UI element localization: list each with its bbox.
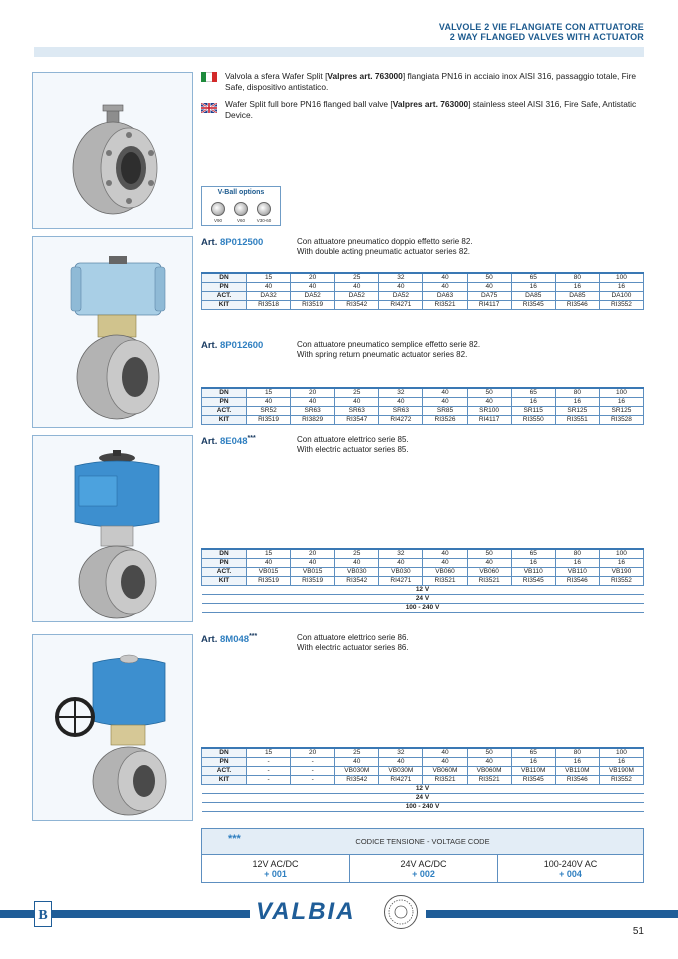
- table-cell: RI3526: [423, 416, 467, 425]
- table-cell: RI3550: [511, 416, 555, 425]
- row-label: ACT.: [202, 292, 247, 301]
- table-cell: 40: [379, 758, 423, 767]
- table-row: [202, 292, 644, 301]
- table-cell: 40: [335, 283, 379, 292]
- table-cell: RI3528: [599, 416, 643, 425]
- bessani-logo-icon: [34, 901, 52, 927]
- voltage-label: 12 V: [202, 785, 644, 794]
- row-label: PN: [202, 283, 247, 292]
- table-cell: RI3542: [335, 577, 379, 586]
- table-cell: 16: [511, 758, 555, 767]
- table-row: [202, 568, 644, 577]
- v-ball-label: V90: [213, 218, 222, 223]
- table-cell: 65: [511, 273, 555, 283]
- table-cell: RI3521: [423, 577, 467, 586]
- table-header-row: [202, 388, 644, 398]
- table-cell: RI3518: [247, 301, 291, 310]
- v60-ball-icon: [234, 202, 248, 216]
- v90-ball-icon: [211, 202, 225, 216]
- table-cell: RI3519: [291, 301, 335, 310]
- table-row: [202, 416, 644, 425]
- voltage-row: [202, 595, 644, 604]
- table-cell: 15: [247, 388, 291, 398]
- table-cell: SR115: [511, 407, 555, 416]
- table-cell: VB015: [291, 568, 335, 577]
- table-cell: 40: [335, 758, 379, 767]
- svg-text:B: B: [38, 908, 48, 923]
- header-title-en: 2 WAY FLANGED VALVES WITH ACTUATOR: [449, 32, 644, 42]
- table-cell: RI3546: [555, 577, 599, 586]
- table-cell: DA52: [335, 292, 379, 301]
- table-header-row: [202, 748, 644, 758]
- table-cell: RI4272: [379, 416, 423, 425]
- table-cell: 40: [379, 283, 423, 292]
- table-cell: RI3551: [555, 416, 599, 425]
- row-label: DN: [202, 549, 247, 559]
- electric-actuator-85-photo: [32, 435, 193, 622]
- intro-english: Wafer Split full bore PN16 flanged ball valve [Valpres art. 763000] stainless steel AISI 316, Fire Safe, Antistatic Device.: [225, 99, 637, 120]
- table-cell: DA32: [247, 292, 291, 301]
- table-cell: 40: [467, 398, 511, 407]
- article-description: Con attuatore pneumatico semplice effetto serie 82. With spring return pneumatic actuator series 82.: [297, 340, 481, 359]
- table-cell: RI3521: [467, 776, 511, 785]
- voltage-code-title: CODICE TENSIONE - VOLTAGE CODE: [355, 837, 490, 846]
- voltage-row: [202, 803, 644, 812]
- table-cell: -: [291, 758, 335, 767]
- table-header-row: [202, 273, 644, 283]
- table-cell: RI3542: [335, 776, 379, 785]
- table-cell: 100: [599, 273, 643, 283]
- article-code: Art. 8E048***: [201, 435, 256, 448]
- row-label: KIT: [202, 577, 247, 586]
- table-cell: VB110: [555, 568, 599, 577]
- table-cell: RI4271: [379, 776, 423, 785]
- article-description: Con attuatore elettrico serie 85. With electric actuator series 85.: [297, 435, 409, 454]
- row-label: KIT: [202, 776, 247, 785]
- table-cell: 40: [423, 559, 467, 568]
- table-cell: RI3519: [247, 416, 291, 425]
- table-cell: 16: [599, 283, 643, 292]
- voltage-code-table: [201, 828, 644, 883]
- uk-flag-icon: [201, 100, 217, 118]
- table-cell: 100: [599, 748, 643, 758]
- table-cell: SR63: [379, 407, 423, 416]
- header-band: [34, 47, 644, 57]
- page-number: 51: [632, 926, 644, 937]
- table-cell: 16: [555, 758, 599, 767]
- table-cell: -: [247, 758, 291, 767]
- table-cell: RI3545: [511, 577, 555, 586]
- table-cell: VB060M: [423, 767, 467, 776]
- row-label: DN: [202, 388, 247, 398]
- footer-bar-right: [426, 910, 678, 918]
- table-cell: 15: [247, 273, 291, 283]
- table-cell: SR125: [555, 407, 599, 416]
- table-cell: 32: [379, 748, 423, 758]
- table-cell: 40: [423, 758, 467, 767]
- article-code: Art. 8M048***: [201, 633, 258, 646]
- table-cell: DA52: [291, 292, 335, 301]
- table-cell: RI3542: [335, 301, 379, 310]
- table-cell: RI3521: [467, 577, 511, 586]
- table-row: [202, 767, 644, 776]
- spec-table: [201, 387, 644, 425]
- table-cell: VB060: [423, 568, 467, 577]
- table-cell: VB060: [467, 568, 511, 577]
- table-cell: DA63: [423, 292, 467, 301]
- article-code: Art. 8P012500: [201, 237, 264, 248]
- table-cell: 40: [423, 549, 467, 559]
- table-row: [202, 758, 644, 767]
- table-cell: RI3545: [511, 301, 555, 310]
- row-label: PN: [202, 758, 247, 767]
- table-cell: 15: [247, 748, 291, 758]
- spec-table: [201, 272, 644, 310]
- article-code: Art. 8P012600: [201, 340, 264, 351]
- voltage-row: [202, 604, 644, 613]
- italian-flag-icon: [201, 72, 217, 82]
- table-cell: DA75: [467, 292, 511, 301]
- article-description: Con attuatore elettrico serie 86. With electric actuator series 86.: [297, 633, 409, 652]
- v-ball-options: [201, 186, 281, 226]
- table-cell: -: [291, 767, 335, 776]
- voltage-label: 100 - 240 V: [202, 803, 644, 812]
- table-row: [202, 776, 644, 785]
- table-cell: RI4271: [379, 577, 423, 586]
- table-cell: DA85: [511, 292, 555, 301]
- table-cell: 40: [467, 559, 511, 568]
- v-ball-label: V30-60: [256, 218, 272, 223]
- voltage-code-stars: ***: [228, 833, 241, 845]
- table-cell: 16: [511, 398, 555, 407]
- table-cell: VB015: [247, 568, 291, 577]
- table-cell: RI3547: [335, 416, 379, 425]
- table-cell: 16: [555, 398, 599, 407]
- voltage-row: [202, 586, 644, 595]
- table-cell: -: [247, 767, 291, 776]
- table-cell: VB190: [599, 568, 643, 577]
- table-cell: 40: [247, 559, 291, 568]
- row-label: ACT.: [202, 407, 247, 416]
- voltage-row: [202, 794, 644, 803]
- table-cell: RI3521: [423, 301, 467, 310]
- table-cell: -: [247, 776, 291, 785]
- table-cell: 65: [511, 748, 555, 758]
- table-cell: RI3521: [423, 776, 467, 785]
- table-cell: 50: [467, 273, 511, 283]
- table-cell: RI3519: [247, 577, 291, 586]
- table-cell: 25: [335, 549, 379, 559]
- table-cell: VB030: [335, 568, 379, 577]
- voltage-label: 100 - 240 V: [202, 604, 644, 613]
- table-cell: VB060M: [467, 767, 511, 776]
- voltage-code-item: [350, 854, 498, 883]
- spec-table: [201, 747, 644, 812]
- table-cell: 16: [511, 559, 555, 568]
- table-cell: 25: [335, 748, 379, 758]
- table-cell: 50: [467, 748, 511, 758]
- electric-actuator-86-photo: [32, 634, 193, 821]
- table-cell: VB110M: [555, 767, 599, 776]
- voltage-code-value: + 004: [559, 869, 582, 879]
- table-cell: 20: [291, 549, 335, 559]
- row-label: PN: [202, 398, 247, 407]
- v-ball-label: V60: [236, 218, 245, 223]
- table-cell: RI3552: [599, 301, 643, 310]
- table-cell: RI4117: [467, 416, 511, 425]
- table-cell: SR63: [335, 407, 379, 416]
- table-row: [202, 407, 644, 416]
- row-label: ACT.: [202, 568, 247, 577]
- voltage-label: 12 V: [202, 586, 644, 595]
- voltage-label: 24 V: [202, 595, 644, 604]
- table-cell: SR85: [423, 407, 467, 416]
- table-cell: 40: [423, 273, 467, 283]
- table-cell: 16: [599, 398, 643, 407]
- pneumatic-double-acting-photo: [32, 236, 193, 428]
- voltage-row: [202, 785, 644, 794]
- voltage-code-header: [202, 829, 643, 855]
- table-cell: 40: [379, 559, 423, 568]
- voltage-value: 100-240V AC: [543, 859, 598, 869]
- voltage-value: 12V AC/DC: [252, 859, 299, 869]
- table-cell: 80: [555, 549, 599, 559]
- table-cell: RI3552: [599, 776, 643, 785]
- table-cell: 40: [379, 398, 423, 407]
- table-cell: 16: [511, 283, 555, 292]
- voltage-code-item: [202, 854, 350, 883]
- row-label: ACT.: [202, 767, 247, 776]
- table-cell: RI3546: [555, 301, 599, 310]
- table-cell: DA100: [599, 292, 643, 301]
- table-cell: 65: [511, 549, 555, 559]
- table-cell: 40: [335, 559, 379, 568]
- table-cell: DA85: [555, 292, 599, 301]
- table-cell: RI3545: [511, 776, 555, 785]
- valbia-logo: VALBIA: [256, 898, 356, 925]
- table-cell: 20: [291, 748, 335, 758]
- table-row: [202, 283, 644, 292]
- row-label: DN: [202, 273, 247, 283]
- table-cell: VB190M: [599, 767, 643, 776]
- header-title-it: VALVOLE 2 VIE FLANGIATE CON ATTUATORE: [438, 22, 644, 32]
- table-header-row: [202, 549, 644, 559]
- table-row: [202, 577, 644, 586]
- table-cell: 40: [423, 748, 467, 758]
- valve-photo: [32, 72, 193, 229]
- table-row: [202, 398, 644, 407]
- table-cell: RI4117: [467, 301, 511, 310]
- table-cell: 15: [247, 549, 291, 559]
- table-cell: 40: [423, 398, 467, 407]
- table-cell: 40: [291, 559, 335, 568]
- table-cell: 32: [379, 549, 423, 559]
- table-cell: RI3546: [555, 776, 599, 785]
- table-cell: 40: [247, 398, 291, 407]
- row-label: KIT: [202, 416, 247, 425]
- voltage-value: 24V AC/DC: [400, 859, 447, 869]
- v-ball-title: V-Ball options: [217, 189, 265, 196]
- table-cell: 100: [599, 549, 643, 559]
- article-description: Con attuatore pneumatico doppio effetto serie 82. With double acting pneumatic actuator series 82.: [297, 237, 473, 256]
- table-cell: 100: [599, 388, 643, 398]
- table-cell: 25: [335, 388, 379, 398]
- table-cell: 16: [555, 559, 599, 568]
- table-cell: 32: [379, 273, 423, 283]
- intro-italian: Valvola a sfera Wafer Split [Valpres art. 763000] flangiata PN16 in acciaio inox AISI 316, passaggio totale, Fire Safe, dispositivo antistatico.: [225, 71, 637, 92]
- table-cell: 40: [467, 283, 511, 292]
- table-cell: RI3829: [291, 416, 335, 425]
- table-cell: 40: [291, 283, 335, 292]
- voltage-label: 24 V: [202, 794, 644, 803]
- table-cell: SR52: [247, 407, 291, 416]
- table-cell: 40: [291, 398, 335, 407]
- spec-table: [201, 548, 644, 613]
- table-cell: RI3552: [599, 577, 643, 586]
- table-cell: 50: [467, 388, 511, 398]
- certification-seal-icon: [384, 895, 418, 929]
- table-cell: 80: [555, 388, 599, 398]
- table-cell: VB110M: [511, 767, 555, 776]
- table-cell: VB110: [511, 568, 555, 577]
- table-cell: 16: [599, 559, 643, 568]
- table-cell: 40: [467, 758, 511, 767]
- table-cell: 25: [335, 273, 379, 283]
- table-cell: 16: [555, 283, 599, 292]
- table-cell: 20: [291, 273, 335, 283]
- table-row: [202, 301, 644, 310]
- table-cell: 16: [599, 758, 643, 767]
- v30-60-ball-icon: [257, 202, 271, 216]
- table-cell: 65: [511, 388, 555, 398]
- table-cell: 40: [423, 283, 467, 292]
- table-cell: -: [291, 776, 335, 785]
- table-cell: 20: [291, 388, 335, 398]
- table-cell: 32: [379, 388, 423, 398]
- table-cell: VB030M: [379, 767, 423, 776]
- voltage-code-value: + 002: [412, 869, 435, 879]
- row-label: KIT: [202, 301, 247, 310]
- row-label: PN: [202, 559, 247, 568]
- table-row: [202, 559, 644, 568]
- table-cell: 40: [247, 283, 291, 292]
- table-cell: SR63: [291, 407, 335, 416]
- table-cell: VB030M: [335, 767, 379, 776]
- table-cell: 50: [467, 549, 511, 559]
- table-cell: RI3519: [291, 577, 335, 586]
- table-cell: RI4271: [379, 301, 423, 310]
- table-cell: 40: [423, 388, 467, 398]
- table-cell: DA52: [379, 292, 423, 301]
- voltage-code-value: + 001: [264, 869, 287, 879]
- table-cell: 80: [555, 748, 599, 758]
- table-cell: SR125: [599, 407, 643, 416]
- table-cell: SR100: [467, 407, 511, 416]
- row-label: DN: [202, 748, 247, 758]
- table-cell: 40: [335, 398, 379, 407]
- voltage-code-item: [498, 854, 643, 883]
- table-cell: 80: [555, 273, 599, 283]
- table-cell: VB030: [379, 568, 423, 577]
